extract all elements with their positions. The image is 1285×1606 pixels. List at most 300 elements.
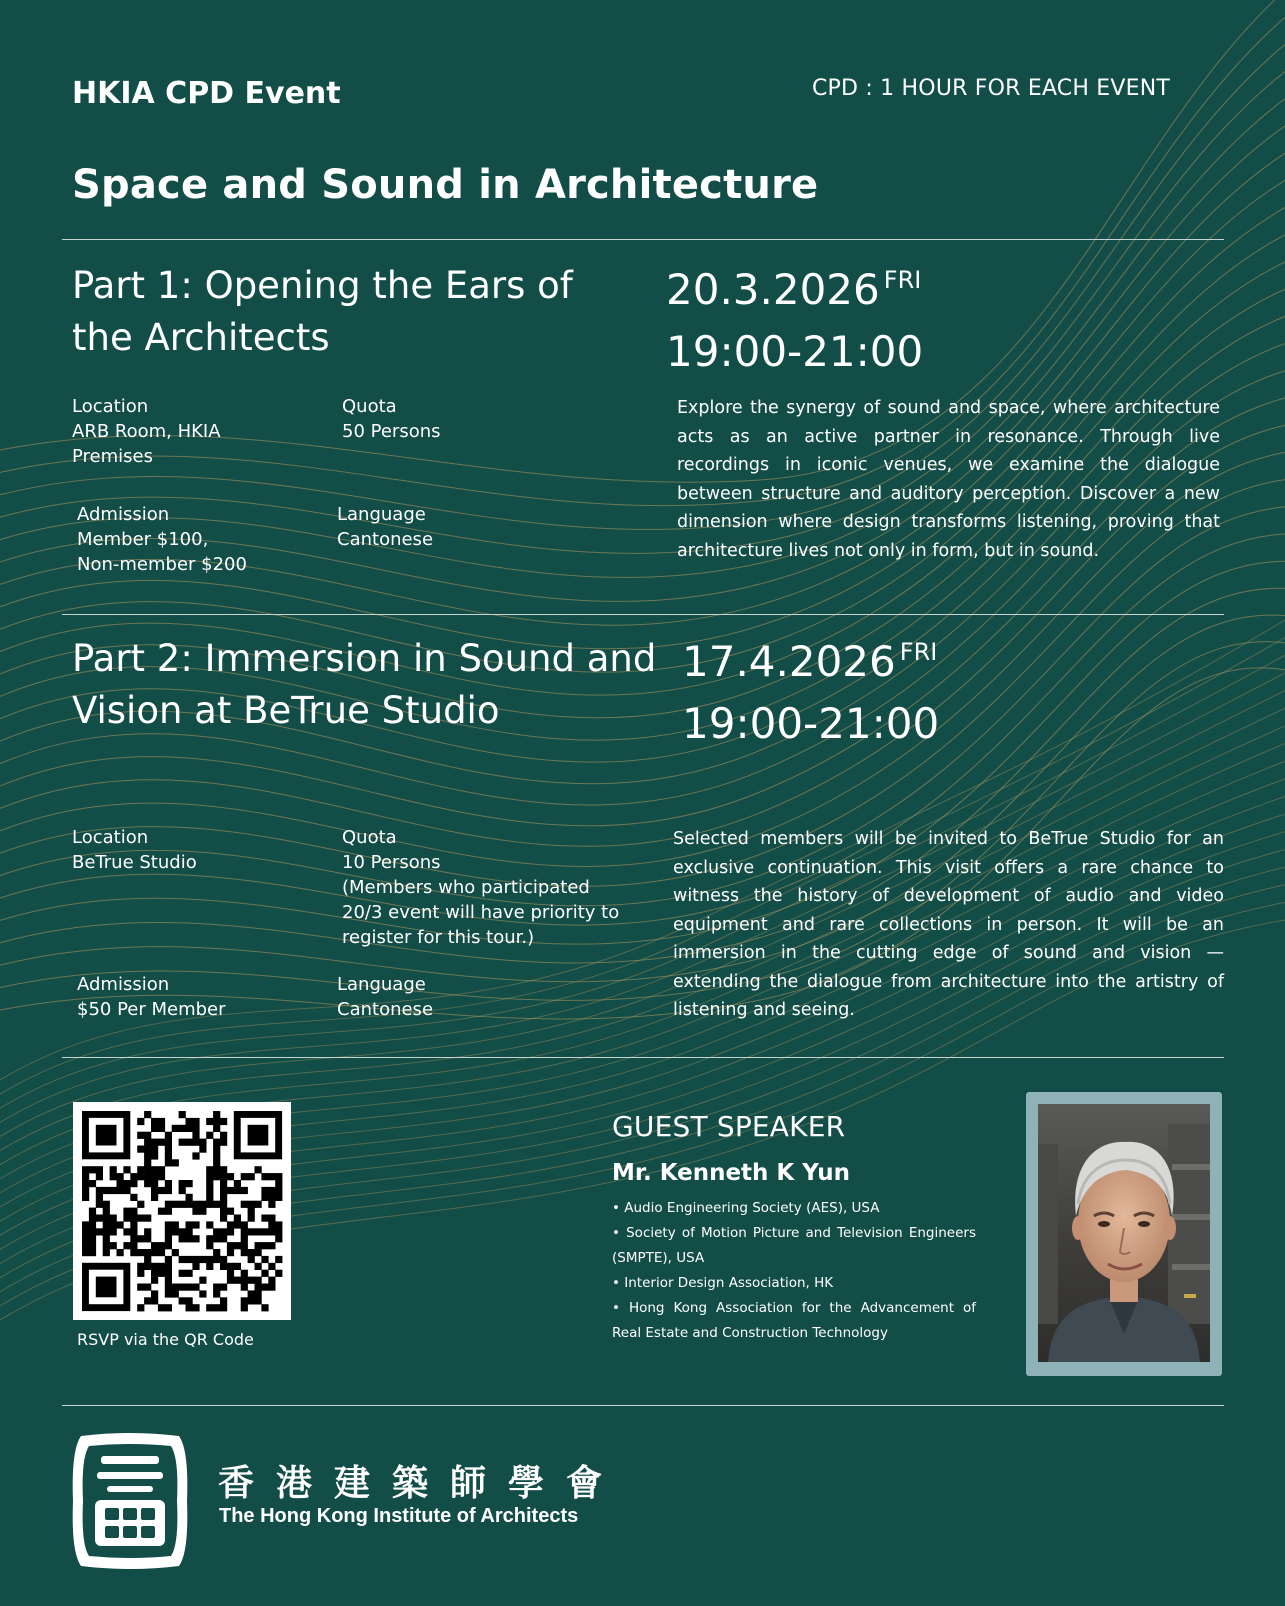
qr-module (103, 1187, 110, 1194)
qr-module (275, 1256, 282, 1263)
part2-quota-label: Quota (342, 827, 397, 848)
qr-module (199, 1290, 206, 1297)
qr-module (165, 1159, 172, 1166)
qr-module (234, 1187, 241, 1194)
qr-module (261, 1228, 268, 1235)
part1-location-line1: ARB Room, HKIA (72, 421, 221, 442)
qr-module (172, 1290, 179, 1297)
qr-module (241, 1270, 248, 1277)
part1-language-value: Cantonese (337, 529, 434, 550)
qr-module (179, 1228, 186, 1235)
part1-location-line2: Premises (72, 446, 153, 467)
qr-module (179, 1139, 186, 1146)
part1-date: 20.3.2026 (666, 265, 880, 314)
qr-module (110, 1228, 117, 1235)
speaker-credential: • Interior Design Association, HK (612, 1275, 834, 1291)
qr-module (241, 1297, 248, 1304)
rsvp-qr-code[interactable] (73, 1102, 291, 1320)
qr-module (186, 1297, 193, 1304)
qr-module (144, 1215, 151, 1222)
qr-module (234, 1221, 241, 1228)
qr-module (89, 1235, 96, 1242)
qr-module (234, 1215, 241, 1222)
part2-language-value: Cantonese (337, 999, 434, 1020)
qr-module (137, 1118, 144, 1125)
qr-module (89, 1215, 96, 1222)
part2-location-label: Location (72, 827, 149, 848)
qr-module (165, 1242, 172, 1249)
qr-module (199, 1208, 206, 1215)
qr-module (179, 1284, 186, 1291)
qr-module (158, 1304, 165, 1311)
qr-module (227, 1263, 234, 1270)
qr-module (220, 1256, 227, 1263)
qr-module (220, 1173, 227, 1180)
qr-module (96, 1125, 117, 1146)
qr-module (172, 1221, 179, 1228)
qr-module (172, 1249, 179, 1256)
qr-module (199, 1201, 206, 1208)
part1-admission-line1: Member $100, (77, 529, 209, 550)
part2-title-line2: Vision at BeTrue Studio (72, 689, 500, 732)
qr-module (158, 1166, 165, 1173)
qr-module (206, 1263, 213, 1270)
part2-day: FRI (899, 638, 938, 666)
qr-module (130, 1180, 137, 1187)
qr-module (220, 1228, 227, 1235)
qr-module (103, 1249, 110, 1256)
qr-module (220, 1187, 227, 1194)
qr-module (268, 1284, 275, 1291)
qr-module (137, 1132, 144, 1139)
qr-module (268, 1242, 275, 1249)
qr-module (130, 1235, 137, 1242)
qr-module (234, 1180, 241, 1187)
qr-module (165, 1139, 172, 1146)
qr-module (117, 1221, 124, 1228)
qr-module (213, 1235, 220, 1242)
qr-module (213, 1111, 220, 1118)
qr-module (165, 1304, 172, 1311)
qr-module (248, 1249, 255, 1256)
qr-module (144, 1152, 151, 1159)
part1-day: FRI (883, 266, 922, 294)
qr-module (220, 1215, 227, 1222)
qr-module (165, 1270, 172, 1277)
qr-module (220, 1166, 227, 1173)
qr-module (137, 1284, 144, 1291)
part2-description: Selected members will be invited to BeTrue Studio for an exclusive continuation. This visit offers a rare chance to witness the history of development of audio and video equipment and rare collections in person. It will be an immersion in the cutting edge of sound and vision — extending the dialogue from architecture into the artistry of listening and seeing. (673, 829, 1224, 1020)
qr-module (158, 1270, 165, 1277)
qr-module (158, 1125, 165, 1132)
qr-module (110, 1215, 117, 1222)
qr-module (137, 1235, 144, 1242)
qr-module (241, 1235, 248, 1242)
qr-module (241, 1284, 248, 1291)
qr-module (192, 1256, 199, 1263)
qr-module (151, 1180, 158, 1187)
part2-admission-label: Admission (77, 974, 170, 995)
qr-module (165, 1221, 172, 1228)
qr-module (89, 1228, 96, 1235)
qr-module (123, 1187, 130, 1194)
qr-module (144, 1249, 151, 1256)
qr-module (123, 1180, 130, 1187)
qr-module (275, 1180, 282, 1187)
qr-module (158, 1173, 165, 1180)
qr-module (261, 1194, 268, 1201)
qr-module (186, 1228, 193, 1235)
qr-module (158, 1208, 165, 1215)
qr-module (144, 1180, 151, 1187)
part2-date-line (682, 634, 939, 696)
part2-admission (77, 972, 226, 1022)
qr-code-pattern (73, 1102, 291, 1320)
qr-module (255, 1284, 262, 1291)
qr-module (220, 1297, 227, 1304)
qr-module (213, 1249, 220, 1256)
qr-module (144, 1284, 151, 1291)
qr-module (213, 1284, 220, 1291)
qr-module (165, 1208, 172, 1215)
qr-module (186, 1125, 193, 1132)
qr-module (206, 1256, 213, 1263)
part1-quota-value: 50 Persons (342, 421, 441, 442)
qr-module (227, 1270, 234, 1277)
qr-module (241, 1277, 248, 1284)
speaker-credential: • Hong Kong Association for the Advancement of Real Estate and Construction Technology (612, 1300, 976, 1341)
qr-module (158, 1249, 165, 1256)
qr-module (179, 1180, 186, 1187)
qr-module (179, 1201, 186, 1208)
qr-module (158, 1139, 165, 1146)
org-name-chinese: 香港建築師學會 (218, 1462, 625, 1504)
qr-module (261, 1242, 268, 1249)
qr-module (220, 1194, 227, 1201)
qr-module (268, 1263, 275, 1270)
speaker-credential: • Society of Motion Picture and Television Engineers (SMPTE), USA (612, 1225, 976, 1266)
qr-module (82, 1221, 89, 1228)
rsvp-label: RSVP via the QR Code (77, 1330, 254, 1349)
qr-module (275, 1235, 282, 1242)
qr-module (172, 1284, 179, 1291)
qr-module (213, 1166, 220, 1173)
part2-location (72, 825, 197, 875)
qr-module (206, 1221, 213, 1228)
part1-title-line1: Part 1: Opening the Ears of (72, 264, 573, 307)
qr-module (255, 1166, 262, 1173)
qr-module (151, 1290, 158, 1297)
qr-module (234, 1263, 241, 1270)
qr-module (220, 1304, 227, 1311)
qr-module (261, 1187, 268, 1194)
qr-module (110, 1221, 117, 1228)
qr-module (275, 1270, 282, 1277)
qr-module (261, 1284, 268, 1291)
qr-module (206, 1242, 213, 1249)
qr-module (123, 1228, 130, 1235)
qr-module (165, 1277, 172, 1284)
qr-module (179, 1187, 186, 1194)
qr-module (96, 1201, 103, 1208)
qr-module (151, 1166, 158, 1173)
qr-module (199, 1277, 206, 1284)
part2-time: 19:00-21:00 (682, 699, 940, 748)
qr-module (165, 1201, 172, 1208)
qr-module (261, 1270, 268, 1277)
qr-module (241, 1187, 248, 1194)
qr-module (227, 1221, 234, 1228)
qr-module (206, 1304, 213, 1311)
qr-module (192, 1208, 199, 1215)
part2-title (72, 633, 656, 737)
qr-module (89, 1242, 96, 1249)
qr-module (96, 1166, 103, 1173)
qr-module (110, 1242, 117, 1249)
qr-module (82, 1194, 89, 1201)
part2-date: 17.4.2026 (682, 637, 896, 686)
qr-module (192, 1304, 199, 1311)
qr-module (261, 1215, 268, 1222)
qr-module (82, 1180, 89, 1187)
qr-module (96, 1194, 103, 1201)
qr-module (151, 1152, 158, 1159)
qr-module (268, 1173, 275, 1180)
qr-module (206, 1194, 213, 1201)
qr-module (248, 1208, 255, 1215)
qr-module (275, 1221, 282, 1228)
qr-module (275, 1187, 282, 1194)
qr-module (206, 1187, 213, 1194)
qr-module (186, 1194, 193, 1201)
part1-date-line (666, 262, 923, 324)
qr-module (103, 1228, 110, 1235)
part1-quota (342, 394, 441, 444)
qr-module (151, 1249, 158, 1256)
qr-module (151, 1277, 158, 1284)
qr-module (213, 1228, 220, 1235)
qr-module (82, 1173, 89, 1180)
divider (62, 1405, 1224, 1406)
qr-module (192, 1235, 199, 1242)
qr-module (130, 1208, 137, 1215)
qr-module (89, 1180, 96, 1187)
qr-module (268, 1277, 275, 1284)
qr-module (213, 1159, 220, 1166)
qr-module (123, 1208, 130, 1215)
qr-module (96, 1215, 103, 1222)
qr-module (151, 1125, 158, 1132)
qr-module (82, 1166, 89, 1173)
qr-module (130, 1173, 137, 1180)
qr-module (241, 1242, 248, 1249)
qr-module (137, 1215, 144, 1222)
qr-module (248, 1277, 255, 1284)
qr-module (137, 1166, 144, 1173)
part1-description: Explore the synergy of sound and space, where architecture acts as an active partner in resonance. Through live recordings in iconic venues, we examine the dialogue between structure and auditory perception. Discover a new dimension where design transforms listening, proving that architecture lives not only in form, but in sound. (677, 398, 1220, 561)
divider (62, 239, 1224, 240)
qr-module (186, 1304, 193, 1311)
qr-module (89, 1166, 96, 1173)
qr-module (179, 1256, 186, 1263)
qr-module (186, 1235, 193, 1242)
qr-module (234, 1277, 241, 1284)
qr-module (213, 1146, 220, 1153)
part1-schedule (666, 262, 923, 380)
qr-module (151, 1187, 158, 1194)
qr-module (255, 1297, 262, 1304)
divider (62, 1057, 1224, 1058)
qr-module (261, 1304, 268, 1311)
page-title: Space and Sound in Architecture (72, 162, 819, 208)
qr-module (96, 1173, 103, 1180)
qr-module (220, 1132, 227, 1139)
qr-module (213, 1256, 220, 1263)
qr-module (213, 1290, 220, 1297)
qr-module (268, 1228, 275, 1235)
qr-module (268, 1201, 275, 1208)
part1-location (72, 394, 292, 469)
qr-module (227, 1242, 234, 1249)
qr-module (144, 1235, 151, 1242)
part2-title-line1: Part 2: Immersion in Sound and (72, 637, 657, 680)
qr-module (213, 1152, 220, 1159)
qr-module (89, 1249, 96, 1256)
part2-admission-value: $50 Per Member (77, 999, 226, 1020)
qr-module (186, 1118, 193, 1125)
qr-module (179, 1270, 186, 1277)
qr-module (213, 1125, 220, 1132)
qr-module (255, 1201, 262, 1208)
qr-module (227, 1187, 234, 1194)
qr-module (220, 1180, 227, 1187)
part2-language (337, 972, 433, 1022)
qr-module (96, 1187, 103, 1194)
qr-module (117, 1180, 124, 1187)
qr-module (137, 1173, 144, 1180)
qr-module (165, 1263, 172, 1270)
qr-module (206, 1173, 213, 1180)
qr-module (130, 1242, 137, 1249)
qr-module (255, 1242, 262, 1249)
qr-module (220, 1118, 227, 1125)
qr-module (82, 1249, 89, 1256)
qr-module (268, 1194, 275, 1201)
org-name-english: The Hong Kong Institute of Architects (219, 1505, 579, 1527)
qr-module (248, 1201, 255, 1208)
qr-module (206, 1180, 213, 1187)
qr-module (220, 1201, 227, 1208)
qr-module (158, 1118, 165, 1125)
qr-module (179, 1111, 186, 1118)
qr-module (206, 1132, 213, 1139)
qr-module (165, 1290, 172, 1297)
qr-module (110, 1173, 117, 1180)
qr-module (137, 1249, 144, 1256)
qr-module (179, 1125, 186, 1132)
qr-module (227, 1173, 234, 1180)
qr-module (165, 1284, 172, 1291)
part1-quota-label: Quota (342, 396, 397, 417)
part1-admission-label: Admission (77, 504, 170, 525)
qr-module (255, 1263, 262, 1270)
qr-module (96, 1228, 103, 1235)
qr-module (151, 1118, 158, 1125)
qr-module (96, 1277, 117, 1298)
qr-module (248, 1290, 255, 1297)
qr-module (89, 1221, 96, 1228)
qr-module (213, 1173, 220, 1180)
qr-module (137, 1304, 144, 1311)
qr-module (144, 1263, 151, 1270)
qr-module (130, 1215, 137, 1222)
qr-module (144, 1297, 151, 1304)
part1-title (72, 260, 573, 364)
qr-module (144, 1111, 151, 1118)
qr-module (206, 1118, 213, 1125)
qr-module (261, 1256, 268, 1263)
qr-module (241, 1201, 248, 1208)
qr-module (158, 1263, 165, 1270)
qr-module (186, 1201, 193, 1208)
qr-module (165, 1235, 172, 1242)
qr-module (186, 1256, 193, 1263)
qr-module (103, 1215, 110, 1222)
qr-module (165, 1152, 172, 1159)
qr-module (179, 1235, 186, 1242)
qr-module (255, 1277, 262, 1284)
qr-module (248, 1125, 269, 1146)
qr-module (158, 1187, 165, 1194)
qr-module (165, 1132, 172, 1139)
qr-module (123, 1166, 130, 1173)
qr-module (192, 1118, 199, 1125)
qr-module (144, 1256, 151, 1263)
qr-module (192, 1152, 199, 1159)
qr-module (137, 1201, 144, 1208)
qr-module (213, 1118, 220, 1125)
qr-module (186, 1284, 193, 1291)
qr-module (151, 1194, 158, 1201)
qr-module (192, 1201, 199, 1208)
qr-module (82, 1242, 89, 1249)
part1-admission (77, 502, 247, 577)
qr-module (220, 1235, 227, 1242)
qr-module (165, 1187, 172, 1194)
qr-module (255, 1249, 262, 1256)
qr-module (165, 1180, 172, 1187)
qr-module (248, 1173, 255, 1180)
qr-module (103, 1208, 110, 1215)
qr-module (172, 1125, 179, 1132)
qr-module (213, 1139, 220, 1146)
qr-module (275, 1228, 282, 1235)
qr-module (117, 1187, 124, 1194)
qr-module (130, 1221, 137, 1228)
qr-module (220, 1284, 227, 1291)
qr-module (179, 1297, 186, 1304)
qr-module (123, 1242, 130, 1249)
qr-module (151, 1297, 158, 1304)
qr-module (227, 1249, 234, 1256)
qr-module (165, 1256, 172, 1263)
qr-module (206, 1235, 213, 1242)
part1-time: 19:00-21:00 (666, 327, 924, 376)
qr-module (144, 1159, 151, 1166)
qr-module (186, 1139, 193, 1146)
qr-module (165, 1228, 172, 1235)
qr-module (110, 1166, 117, 1173)
